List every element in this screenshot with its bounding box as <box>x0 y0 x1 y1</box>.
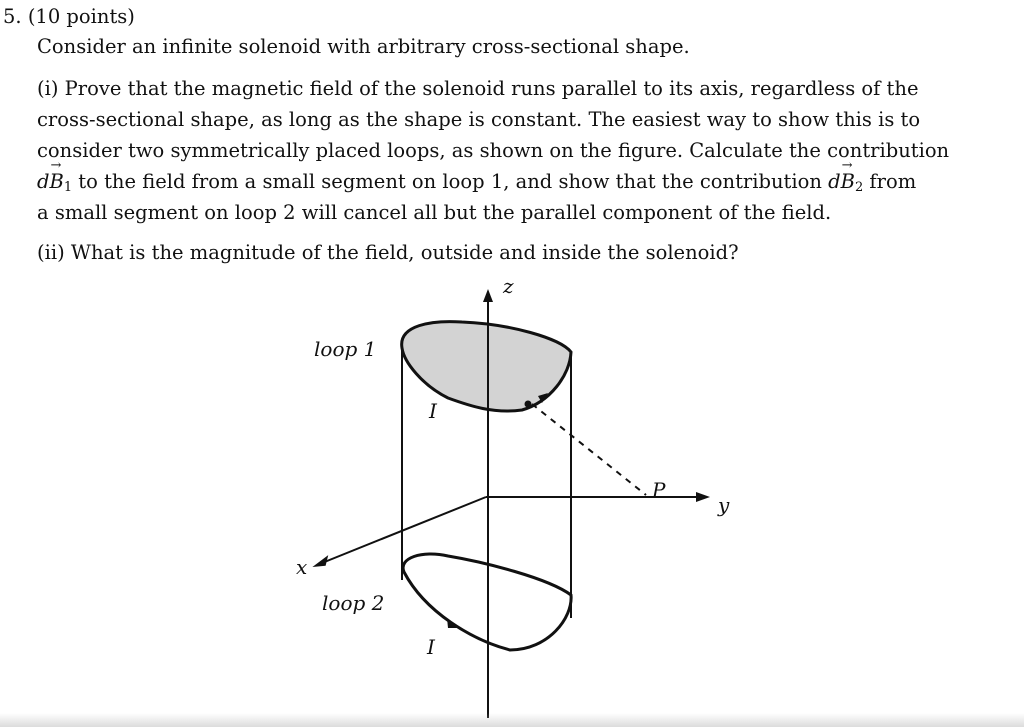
db2-b-vector: → B <box>841 169 855 195</box>
problem-points: (10 points) <box>27 5 135 28</box>
part-i-text-4a: to the field from a small segment on loop 1, and show that the contribution <box>72 170 829 193</box>
db1-b-vector: → B <box>49 169 63 195</box>
part-i-line-2: cross-sectional shape, as long as the shape is constant. The easiest way to show this is to <box>37 108 921 131</box>
x-axis-label: x <box>296 555 308 579</box>
part-i-text-1: Prove that the magnetic field of the solenoid runs parallel to its axis, regardless of the <box>64 77 919 100</box>
current-2-label: I <box>427 635 435 659</box>
problem-number: 5. <box>3 5 22 28</box>
z-axis-label: z <box>503 274 514 298</box>
part-ii-text: What is the magnitude of the field, outside and inside the solenoid? <box>70 241 739 264</box>
part-i-line-3: consider two symmetrically placed loops, as shown on the figure. Calculate the contribution <box>37 139 950 162</box>
current-1-label: I <box>429 399 437 423</box>
db2-subscript: 2 <box>854 180 864 195</box>
point-p-label: P <box>652 478 666 502</box>
x-axis-arrowhead <box>315 557 327 566</box>
y-axis-arrowhead <box>696 492 710 502</box>
part-i-label: (i) <box>37 77 59 100</box>
problem-intro: Consider an infinite solenoid with arbitrary cross-sectional shape. <box>37 35 690 58</box>
segment-to-p-dashed-line <box>532 404 646 495</box>
bottom-edge-shadow <box>0 713 1024 727</box>
db2-d: d <box>828 170 841 193</box>
loop-1-shape <box>402 322 571 411</box>
db1-subscript: 1 <box>63 180 73 195</box>
loop-2-label: loop 2 <box>322 591 385 615</box>
z-axis-arrowhead <box>483 289 493 302</box>
db1-d: d <box>37 170 50 193</box>
y-axis-label: y <box>718 493 730 517</box>
loop-1-segment-dot <box>525 401 532 408</box>
loop-1-label: loop 1 <box>314 337 377 361</box>
part-i-text-4b: from <box>863 170 917 193</box>
part-ii-label: (ii) <box>37 241 65 264</box>
x-axis-line <box>322 497 486 563</box>
part-i-line-5: a small segment on loop 2 will cancel all but the parallel component of the field. <box>37 201 832 224</box>
